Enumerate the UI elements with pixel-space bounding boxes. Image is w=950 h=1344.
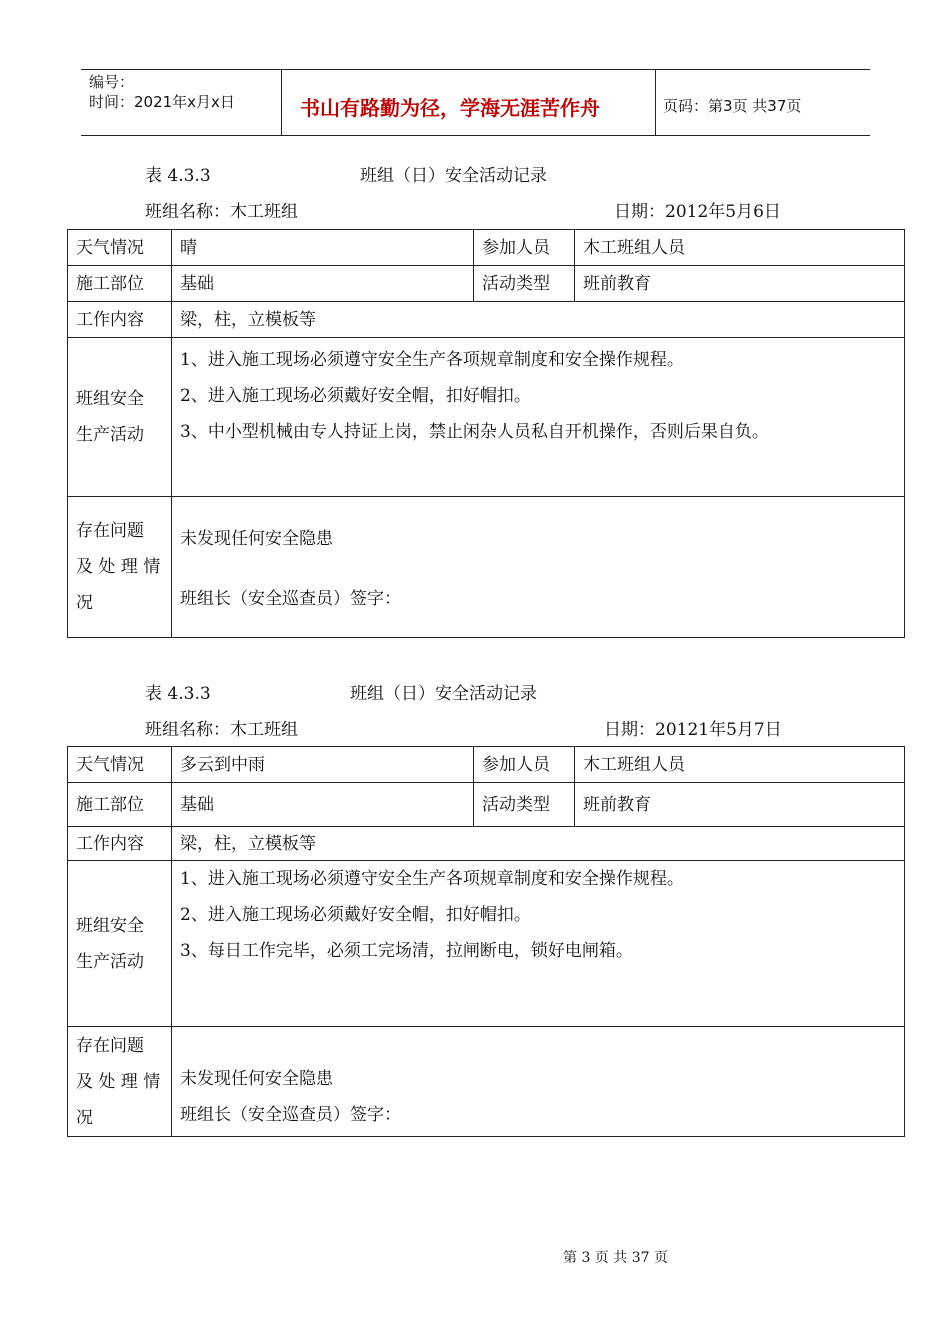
table-row <box>68 1027 905 1137</box>
record-title: 班组（日）安全活动记录 <box>360 166 547 186</box>
issues-value: 未发现任何安全隐患 <box>180 1068 333 1089</box>
document-time: 时间：2021年x月x日 <box>89 93 235 111</box>
location-label: 施工部位 <box>68 266 172 302</box>
record-date: 日期：20121年5月7日 <box>604 720 782 740</box>
header-divider-left <box>281 69 282 135</box>
safety-activity-label <box>68 338 172 497</box>
document-number: 编号： <box>89 73 135 91</box>
activity-type-label: 活动类型 <box>474 783 575 827</box>
activity-type-value: 班前教育 <box>575 266 905 302</box>
issues-content <box>172 497 905 638</box>
participants-label: 参加人员 <box>474 747 575 783</box>
issues-label <box>68 497 172 638</box>
record-title: 班组（日）安全活动记录 <box>350 684 537 704</box>
weather-label: 天气情况 <box>68 747 172 783</box>
record-date: 日期：2012年5月6日 <box>614 202 781 222</box>
activity-item: 3、每日工作完毕，必须工完场清，拉闸断电，锁好电闸箱。 <box>180 941 633 961</box>
work-content-value: 梁，柱，立模板等 <box>172 302 905 338</box>
location-value: 基础 <box>172 783 474 827</box>
signature-line: 班组长（安全巡查员）签字： <box>180 589 401 609</box>
safety-activity-table <box>67 746 905 1137</box>
safety-activity-label-line: 生产活动 <box>76 951 144 972</box>
work-content-label: 工作内容 <box>68 302 172 338</box>
location-value: 基础 <box>172 266 474 302</box>
signature-line: 班组长（安全巡查员）签字： <box>180 1104 401 1125</box>
table-row <box>68 230 905 266</box>
weather-label: 天气情况 <box>68 230 172 266</box>
issues-label-line: 存在问题 <box>76 521 144 541</box>
issues-label <box>68 1027 172 1137</box>
issues-content <box>172 1027 905 1137</box>
table-row <box>68 861 905 1027</box>
activity-type-label: 活动类型 <box>474 266 575 302</box>
safety-activity-content <box>172 861 905 1027</box>
header-bottom-rule <box>81 135 870 136</box>
table-row <box>68 827 905 861</box>
team-name: 班组名称：木工班组 <box>145 202 298 222</box>
issues-label-line: 存在问题 <box>76 1035 144 1056</box>
table-row <box>68 338 905 497</box>
work-content-value: 梁，柱，立模板等 <box>172 827 905 861</box>
issues-label-line: 况 <box>76 593 93 613</box>
safety-activity-table <box>67 229 905 638</box>
issues-value: 未发现任何安全隐患 <box>180 529 333 549</box>
header-motto: 书山有路勤为径，学海无涯苦作舟 <box>300 96 600 120</box>
safety-activity-content <box>172 338 905 497</box>
table-row <box>68 266 905 302</box>
weather-value: 晴 <box>172 230 474 266</box>
location-label: 施工部位 <box>68 783 172 827</box>
table-row <box>68 747 905 783</box>
activity-type-value: 班前教育 <box>575 783 905 827</box>
safety-activity-label-line: 生产活动 <box>76 425 144 445</box>
issues-label-line: 及 处 理 情 <box>76 557 161 577</box>
activity-item: 3、中小型机械由专人持证上岗，禁止闲杂人员私自开机操作，否则后果自负。 <box>180 422 769 442</box>
table-number: 表 4.3.3 <box>145 684 211 704</box>
safety-activity-label-line: 班组安全 <box>76 915 144 936</box>
table-row <box>68 783 905 827</box>
table-row <box>68 302 905 338</box>
participants-value: 木工班组人员 <box>575 747 905 783</box>
page-footer: 第 3 页 共 37 页 <box>563 1250 668 1266</box>
safety-activity-label-line: 班组安全 <box>76 389 144 409</box>
issues-label-line: 及 处 理 情 <box>76 1071 161 1092</box>
participants-value: 木工班组人员 <box>575 230 905 266</box>
activity-item: 2、进入施工现场必须戴好安全帽，扣好帽扣。 <box>180 386 531 406</box>
activity-item: 1、进入施工现场必须遵守安全生产各项规章制度和安全操作规程。 <box>180 869 684 889</box>
header-top-rule <box>81 69 870 70</box>
issues-label-line: 况 <box>76 1107 93 1128</box>
weather-value: 多云到中雨 <box>172 747 474 783</box>
safety-activity-label <box>68 861 172 1027</box>
activity-item: 2、进入施工现场必须戴好安全帽，扣好帽扣。 <box>180 905 531 925</box>
activity-item: 1、进入施工现场必须遵守安全生产各项规章制度和安全操作规程。 <box>180 350 684 370</box>
table-row <box>68 497 905 638</box>
participants-label: 参加人员 <box>474 230 575 266</box>
table-number: 表 4.3.3 <box>145 166 211 186</box>
team-name: 班组名称：木工班组 <box>145 720 298 740</box>
work-content-label: 工作内容 <box>68 827 172 861</box>
header-page-info: 页码：第3页 共37页 <box>663 97 802 115</box>
header-divider-right <box>655 69 656 135</box>
